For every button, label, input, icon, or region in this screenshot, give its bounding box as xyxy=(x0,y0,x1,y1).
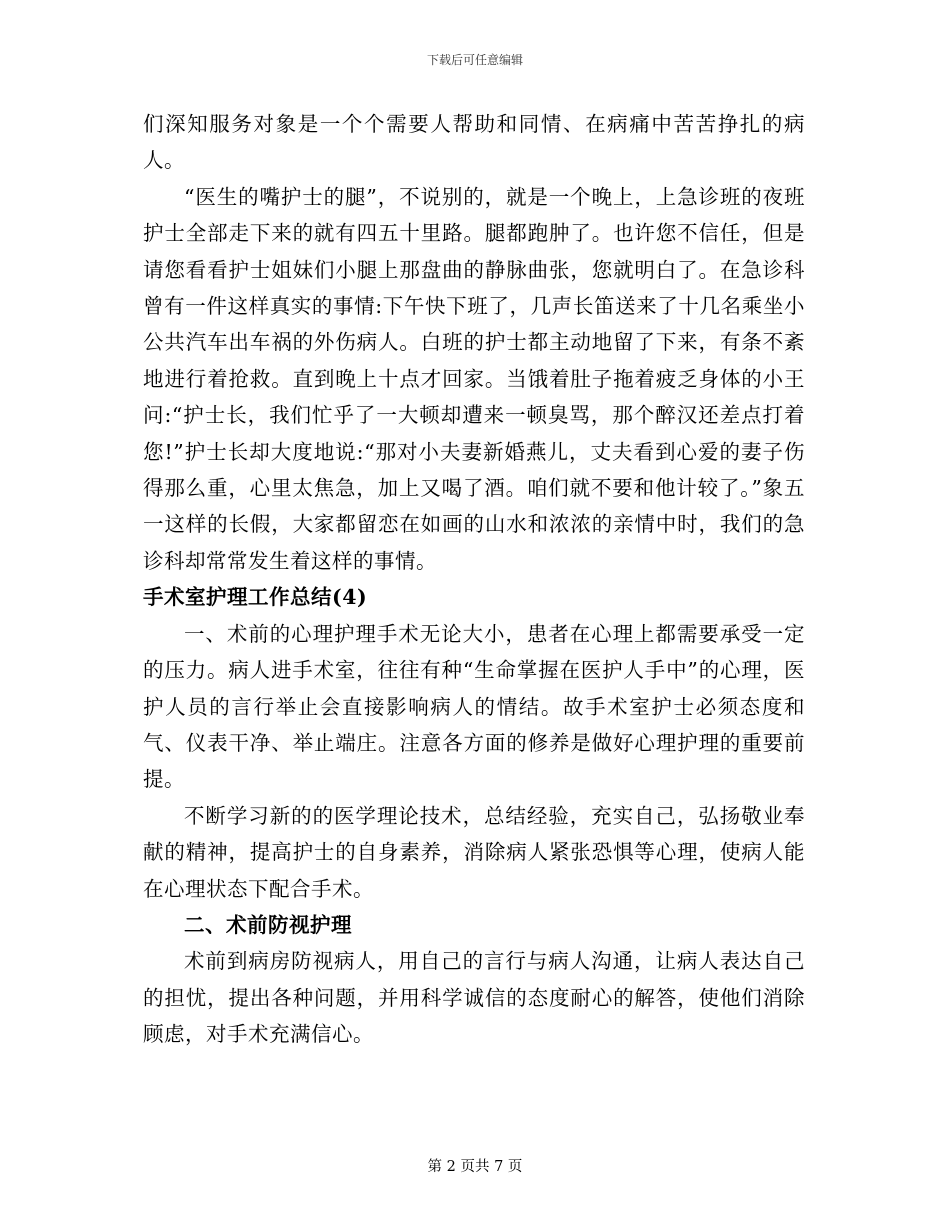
document-body xyxy=(143,106,805,1053)
paragraph-5: 术前到病房防视病人，用自己的言行与病人沟通，让病人表达自己的担忧，提出各种问题，并用科学诚信的态度耐心的解答，使他们消除顾虑，对手术充满信心。 xyxy=(143,949,805,1047)
page-header: 下载后可任意编辑 xyxy=(426,53,523,67)
paragraph-3: 一、术前的心理护理手术无论大小，患者在心理上都需要承受一定的压力。病人进手术室，往往有种“生命掌握在医护人手中”的心理，医护人员的言行举止会直接影响病人的情结。故手术室护士必须态度和气、仪表干净、举止端庄。注意各方面的修养是做好心理护理的重要前提。 xyxy=(143,621,805,792)
page-footer: 第 2 页共 7 页 xyxy=(427,1159,523,1175)
paragraph-1: 们深知服务对象是一个个需要人帮助和同情、在病痛中苦苦挣扎的病人。 xyxy=(143,112,805,173)
paragraph-4: 不断学习新的的医学理论技术，总结经验，充实自己，弘扬敬业奉献的精神，提高护士的自身素养，消除病人紧张恐惧等心理，使病人能在心理状态下配合手术。 xyxy=(143,803,805,901)
subheading: 二、术前防视护理 xyxy=(184,912,352,937)
paragraph-2: “医生的嘴护士的腿”，不说别的，就是一个晚上，上急诊班的夜班护士全部走下来的就有四五十里路。腿都跑肿了。也许您不信任，但是请您看看护士姐妹们小腿上那盘曲的静脉曲张，您就明白了。在急诊科曾有一件这样真实的事情:下午快下班了，几声长笛送来了十几名乘坐小公共汽车出车祸的外伤病人。白班的护士都主动地留了下来，有条不紊地进行着抢救。直到晚上十点才回家。当饿着肚子拖着疲乏身体的小王问:“护士长，我们忙乎了一大顿却遭来一顿臭骂，那个醉汉还差点打着您!”护士长却大度地说:“那对小夫妻新婚燕儿，丈夫看到心爱的妻子伤得那么重，心里太焦急，加上又喝了酒。咱们就不要和他计较了。”象五一这样的长假，大家都留恋在如画的山水和浓浓的亲情中时，我们的急诊科却常常发生着这样的事情。 xyxy=(143,184,805,573)
section-title: 手术室护理工作总结(4) xyxy=(143,585,368,610)
